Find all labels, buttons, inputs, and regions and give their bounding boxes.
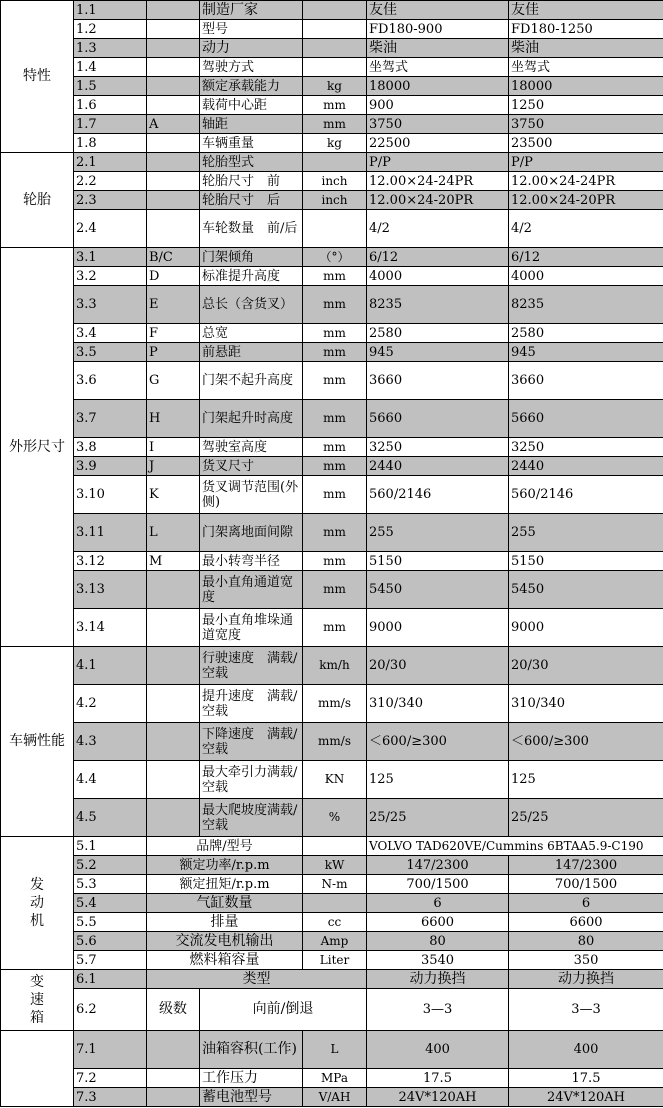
value-model-1: P/P [367, 153, 509, 172]
item-name: 额定承载能力 [200, 77, 303, 96]
item-name: 驾驶方式 [200, 58, 303, 77]
value-model-2: 12.00×24-24PR [509, 172, 663, 191]
row-number: 7.2 [74, 1069, 147, 1088]
row-number: 5.1 [74, 837, 147, 856]
row-number: 5.6 [74, 932, 147, 951]
section-label-transmission-text: 变速箱 [30, 974, 44, 1026]
item-name: 车轮数量 前/后 [200, 210, 303, 248]
unit: mm [303, 96, 367, 115]
row-number: 7.1 [74, 1031, 147, 1069]
gear-levels-label: 级数 [147, 989, 200, 1031]
row-number: 4.3 [74, 723, 147, 761]
unit: mm/s [303, 723, 367, 761]
item-name: 下降速度 满载/空载 [200, 723, 303, 761]
item-name: 门架起升时高度 [200, 400, 303, 438]
unit [303, 894, 367, 913]
value-model-1: 900 [367, 96, 509, 115]
value-model-1: 3250 [367, 438, 509, 457]
row-number: 3.2 [74, 267, 147, 286]
row-number: 1.2 [74, 20, 147, 39]
unit: N-m [303, 875, 367, 894]
value-model-2: 3660 [509, 362, 663, 400]
item-name: 最大牵引力满载/空载 [200, 761, 303, 799]
item-name: 额定扭矩/r.p.m [147, 875, 303, 894]
row-number: 2.4 [74, 210, 147, 248]
unit: mm [303, 571, 367, 609]
dimension-code [147, 609, 200, 647]
dimension-code [147, 685, 200, 723]
value-model-1: 3—3 [367, 989, 509, 1031]
value-model-2: 5450 [509, 571, 663, 609]
value-model-1: 24V*120AH [367, 1088, 509, 1107]
item-name: 动力 [200, 39, 303, 58]
value-model-2: 4/2 [509, 210, 663, 248]
unit: mm [303, 343, 367, 362]
dimension-code [147, 172, 200, 191]
row-number: 3.8 [74, 438, 147, 457]
dimension-code: B/C [147, 248, 200, 267]
row-number: 5.7 [74, 951, 147, 970]
item-name: 行驶速度 满载/空载 [200, 647, 303, 685]
row-number: 3.3 [74, 286, 147, 324]
item-name: 最大爬坡度满载/空载 [200, 799, 303, 837]
unit: mm [303, 362, 367, 400]
value-model-2: 2440 [509, 457, 663, 476]
item-name: 向前/倒退 [200, 989, 367, 1031]
dimension-code: J [147, 457, 200, 476]
item-name: 轴距 [200, 115, 303, 134]
value-model-2: P/P [509, 153, 663, 172]
dimension-code [147, 134, 200, 153]
value-model-2: FD180-1250 [509, 20, 663, 39]
dimension-code [147, 58, 200, 77]
row-number: 6.2 [74, 989, 147, 1031]
row-number: 2.3 [74, 191, 147, 210]
value-model-1: 坐驾式 [367, 58, 509, 77]
dimension-code: G [147, 362, 200, 400]
dimension-code: M [147, 552, 200, 571]
value-model-2: 柴油 [509, 39, 663, 58]
unit: mm [303, 476, 367, 514]
section-label-engine [1, 837, 74, 970]
unit: KN [303, 761, 367, 799]
section-label-transmission [1, 970, 74, 1031]
item-name: 交流发电机输出 [147, 932, 303, 951]
row-number: 5.3 [74, 875, 147, 894]
item-name: 提升速度 满载/空载 [200, 685, 303, 723]
value-model-2: 18000 [509, 77, 663, 96]
value-model-2: 5660 [509, 400, 663, 438]
dimension-code [147, 1088, 200, 1107]
value-model-1: 3660 [367, 362, 509, 400]
item-name: 总长（含货叉） [200, 286, 303, 324]
dimension-code [147, 1031, 200, 1069]
value-model-1: 2440 [367, 457, 509, 476]
value-model-2: 6/12 [509, 248, 663, 267]
unit: mm [303, 267, 367, 286]
unit [303, 153, 367, 172]
value-model-1: 3750 [367, 115, 509, 134]
item-name: 品牌/型号 [147, 837, 303, 856]
item-name: 额定功率/r.p.m [147, 856, 303, 875]
value-model-1: 6 [367, 894, 509, 913]
row-number: 3.7 [74, 400, 147, 438]
item-name: 轮胎尺寸 后 [200, 191, 303, 210]
row-number: 1.5 [74, 77, 147, 96]
row-number: 1.3 [74, 39, 147, 58]
section-label-hydraulics [1, 1031, 74, 1107]
row-number: 1.7 [74, 115, 147, 134]
row-number: 4.4 [74, 761, 147, 799]
value-model-2: 700/1500 [509, 875, 663, 894]
row-number: 1.1 [74, 1, 147, 20]
value-model-1: 25/25 [367, 799, 509, 837]
value-model-2: 4000 [509, 267, 663, 286]
value-model-1: 4000 [367, 267, 509, 286]
dimension-code: F [147, 324, 200, 343]
row-number: 5.5 [74, 913, 147, 932]
value-model-2: 6 [509, 894, 663, 913]
value-model-2: 20/30 [509, 647, 663, 685]
value-model-1: 18000 [367, 77, 509, 96]
dimension-code [147, 571, 200, 609]
value-model-1: 400 [367, 1031, 509, 1069]
row-number: 3.6 [74, 362, 147, 400]
value-model-2: 6600 [509, 913, 663, 932]
value-model-1: 12.00×24-20PR [367, 191, 509, 210]
value-model-1: ＜600/≥300 [367, 723, 509, 761]
value-model-1: 20/30 [367, 647, 509, 685]
value-model-2: 560/2146 [509, 476, 663, 514]
row-number: 4.1 [74, 647, 147, 685]
value-model-1: 友佳 [367, 1, 509, 20]
dimension-code [147, 96, 200, 115]
value-model-1: 700/1500 [367, 875, 509, 894]
row-number: 3.9 [74, 457, 147, 476]
value-model-1: 945 [367, 343, 509, 362]
item-name: 型号 [200, 20, 303, 39]
row-number: 3.14 [74, 609, 147, 647]
item-name: 标准提升高度 [200, 267, 303, 286]
row-number: 3.12 [74, 552, 147, 571]
unit: mm [303, 286, 367, 324]
item-name: 门架倾角 [200, 248, 303, 267]
dimension-code [147, 647, 200, 685]
value-model-2: 9000 [509, 609, 663, 647]
row-number: 4.5 [74, 799, 147, 837]
value-model-1: 9000 [367, 609, 509, 647]
value-model-1: 310/340 [367, 685, 509, 723]
value-model-1: 6/12 [367, 248, 509, 267]
value-model-2: 坐驾式 [509, 58, 663, 77]
value-model-1: 17.5 [367, 1069, 509, 1088]
value-model-1: FD180-900 [367, 20, 509, 39]
value-model-1: 5150 [367, 552, 509, 571]
item-name: 最小转弯半径 [200, 552, 303, 571]
row-number: 6.1 [74, 970, 147, 989]
item-name: 货叉尺寸 [200, 457, 303, 476]
row-number: 5.2 [74, 856, 147, 875]
value-model-1: 2580 [367, 324, 509, 343]
dimension-code: P [147, 343, 200, 362]
item-name: 载荷中心距 [200, 96, 303, 115]
row-number: 3.5 [74, 343, 147, 362]
value-model-2: 350 [509, 951, 663, 970]
row-number: 2.2 [74, 172, 147, 191]
item-name: 气缸数量 [147, 894, 303, 913]
value-model-2: 147/2300 [509, 856, 663, 875]
value-model-1: 4/2 [367, 210, 509, 248]
item-name: 货叉调节范围(外侧) [200, 476, 303, 514]
row-number: 3.13 [74, 571, 147, 609]
section-label-performance: 车辆性能 [1, 647, 74, 837]
unit: mm [303, 552, 367, 571]
item-name: 驾驶室高度 [200, 438, 303, 457]
value-model-1: 255 [367, 514, 509, 552]
value-model-1: 560/2146 [367, 476, 509, 514]
item-name: 蓄电池型号 [200, 1088, 303, 1107]
value-model-2: 23500 [509, 134, 663, 153]
section-label-tires: 轮胎 [1, 153, 74, 248]
value-model-1: 125 [367, 761, 509, 799]
section-label-dimensions: 外形尺寸 [1, 248, 74, 647]
dimension-code [147, 1, 200, 20]
unit: L [303, 1031, 367, 1069]
unit: Amp [303, 932, 367, 951]
value-model-2: 24V*120AH [509, 1088, 663, 1107]
item-name: 类型 [147, 970, 367, 989]
value-model-2: 3750 [509, 115, 663, 134]
item-name: 油箱容积(工作) [200, 1031, 303, 1069]
dimension-code [147, 799, 200, 837]
unit [303, 210, 367, 248]
row-number: 7.3 [74, 1088, 147, 1107]
unit: % [303, 799, 367, 837]
item-name: 轮胎型式 [200, 153, 303, 172]
item-name: 总宽 [200, 324, 303, 343]
dimension-code: D [147, 267, 200, 286]
value-model-2: 友佳 [509, 1, 663, 20]
section-label-engine-text: 发动机 [30, 877, 44, 929]
unit: mm [303, 115, 367, 134]
value-model-2: 125 [509, 761, 663, 799]
value-model-1: 147/2300 [367, 856, 509, 875]
unit: mm [303, 514, 367, 552]
unit: mm [303, 324, 367, 343]
item-name: 轮胎尺寸 前 [200, 172, 303, 191]
row-number: 1.4 [74, 58, 147, 77]
dimension-code [147, 761, 200, 799]
value-model-2: 动力换挡 [509, 970, 663, 989]
unit [303, 837, 367, 856]
unit [303, 20, 367, 39]
item-name: 燃料箱容量 [147, 951, 303, 970]
value-model-1: 3540 [367, 951, 509, 970]
dimension-code [147, 39, 200, 58]
unit: km/h [303, 647, 367, 685]
value-model-1: 5660 [367, 400, 509, 438]
value-model-2: 400 [509, 1031, 663, 1069]
value-model-2: 3250 [509, 438, 663, 457]
section-label-features: 特性 [1, 1, 74, 153]
value-model-2: 5150 [509, 552, 663, 571]
item-name: 最小直角堆垛通道宽度 [200, 609, 303, 647]
unit: mm [303, 400, 367, 438]
value-model-1: 动力换挡 [367, 970, 509, 989]
dimension-code: K [147, 476, 200, 514]
value-model-2: 2580 [509, 324, 663, 343]
value-model-1: 8235 [367, 286, 509, 324]
unit: MPa [303, 1069, 367, 1088]
unit [303, 58, 367, 77]
item-name: 排量 [147, 913, 303, 932]
value-model-1: 6600 [367, 913, 509, 932]
value-model-1: 柴油 [367, 39, 509, 58]
unit: inch [303, 172, 367, 191]
value-model-2: ＜600/≥300 [509, 723, 663, 761]
dimension-code [147, 153, 200, 172]
value-model-2: 945 [509, 343, 663, 362]
dimension-code [147, 191, 200, 210]
dimension-code: A [147, 115, 200, 134]
unit: （°） [303, 248, 367, 267]
row-number: 3.1 [74, 248, 147, 267]
unit: V/AH [303, 1088, 367, 1107]
dimension-code [147, 723, 200, 761]
value-model-2: 310/340 [509, 685, 663, 723]
item-name: 门架离地面间隙 [200, 514, 303, 552]
dimension-code [147, 210, 200, 248]
value-model-2: 8235 [509, 286, 663, 324]
value-model-1: 22500 [367, 134, 509, 153]
item-name: 最小直角通道宽度 [200, 571, 303, 609]
value-model-2: 80 [509, 932, 663, 951]
item-name: 工作压力 [200, 1069, 303, 1088]
row-number: 4.2 [74, 685, 147, 723]
value-engine-brand: VOLVO TAD620VE/Cummins 6BTAA5.9-C190 [367, 837, 663, 856]
unit: mm/s [303, 685, 367, 723]
unit [303, 1, 367, 20]
value-model-2: 3—3 [509, 989, 663, 1031]
unit: mm [303, 457, 367, 476]
row-number: 3.4 [74, 324, 147, 343]
row-number: 1.8 [74, 134, 147, 153]
dimension-code: L [147, 514, 200, 552]
item-name: 制造厂家 [200, 1, 303, 20]
dimension-code: H [147, 400, 200, 438]
unit: inch [303, 191, 367, 210]
value-model-1: 5450 [367, 571, 509, 609]
unit: mm [303, 438, 367, 457]
item-name: 车辆重量 [200, 134, 303, 153]
dimension-code: E [147, 286, 200, 324]
dimension-code [147, 20, 200, 39]
row-number: 5.4 [74, 894, 147, 913]
item-name: 门架不起升高度 [200, 362, 303, 400]
unit: mm [303, 609, 367, 647]
item-name: 前悬距 [200, 343, 303, 362]
dimension-code [147, 77, 200, 96]
row-number: 3.10 [74, 476, 147, 514]
dimension-code [147, 1069, 200, 1088]
row-number: 2.1 [74, 153, 147, 172]
value-model-1: 12.00×24-24PR [367, 172, 509, 191]
unit: kg [303, 77, 367, 96]
value-model-2: 17.5 [509, 1069, 663, 1088]
row-number: 3.11 [74, 514, 147, 552]
row-number: 1.6 [74, 96, 147, 115]
unit: cc [303, 913, 367, 932]
value-model-2: 25/25 [509, 799, 663, 837]
unit: Liter [303, 951, 367, 970]
unit: kg [303, 134, 367, 153]
dimension-code: I [147, 438, 200, 457]
unit: kW [303, 856, 367, 875]
value-model-2: 12.00×24-20PR [509, 191, 663, 210]
value-model-1: 80 [367, 932, 509, 951]
value-model-2: 1250 [509, 96, 663, 115]
unit [303, 39, 367, 58]
value-model-2: 255 [509, 514, 663, 552]
